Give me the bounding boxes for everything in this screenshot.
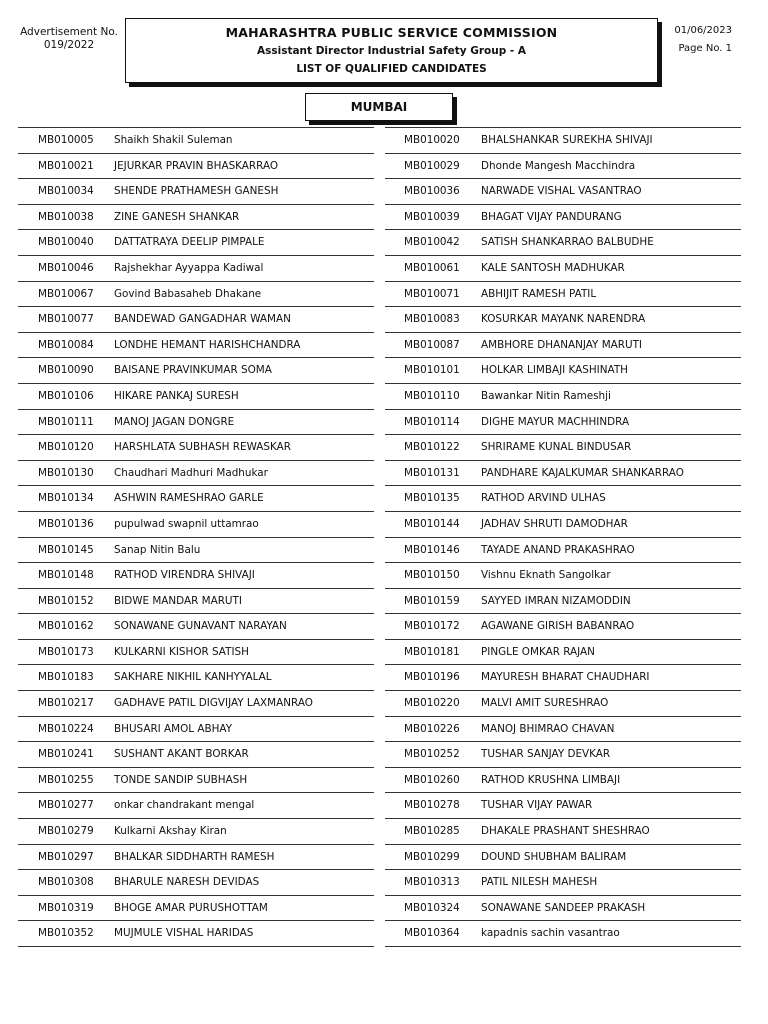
candidate-name: BIDWE MANDAR MARUTI: [114, 594, 242, 607]
roll-number: MB010087: [404, 338, 460, 351]
roll-number: MB010120: [38, 441, 94, 454]
candidate-row: [18, 896, 374, 922]
candidate-row: [385, 486, 741, 512]
roll-number: MB010260: [404, 773, 460, 786]
candidate-name: NARWADE VISHAL VASANTRAO: [481, 185, 642, 198]
candidate-row: [385, 640, 741, 666]
roll-number: MB010083: [404, 313, 460, 326]
candidate-row: [385, 742, 741, 768]
candidate-name: SHRIRAME KUNAL BINDUSAR: [481, 441, 632, 454]
candidate-name: SONAWANE SANDEEP PRAKASH: [481, 901, 646, 914]
header-box: [125, 18, 658, 83]
roll-number: MB010145: [38, 543, 94, 556]
roll-number: MB010299: [404, 850, 460, 863]
candidate-name: AMBHORE DHANANJAY MARUTI: [481, 338, 642, 351]
candidate-row: [385, 665, 741, 691]
candidate-name: BHUSARI AMOL ABHAY: [114, 722, 233, 735]
candidate-row: [385, 282, 741, 308]
roll-number: MB010181: [404, 645, 460, 658]
candidate-row: [18, 435, 374, 461]
candidate-row: [385, 128, 741, 154]
candidate-name: MAYURESH BHARAT CHAUDHARI: [481, 671, 650, 684]
candidate-row: [18, 384, 374, 410]
candidate-row: [385, 256, 741, 282]
candidate-name: BHAGAT VIJAY PANDURANG: [481, 210, 622, 223]
roll-number: MB010252: [404, 748, 460, 761]
candidate-row: [18, 691, 374, 717]
candidate-row: [18, 512, 374, 538]
candidate-name: HIKARE PANKAJ SURESH: [114, 389, 239, 402]
roll-number: MB010130: [38, 466, 94, 479]
city-label: MUMBAI: [305, 93, 453, 121]
candidate-name: RATHOD ARVIND ULHAS: [481, 492, 606, 505]
candidate-row: [385, 691, 741, 717]
candidate-name: pupulwad swapnil uttamrao: [114, 517, 259, 530]
candidate-row: [18, 717, 374, 743]
roll-number: MB010135: [404, 492, 460, 505]
candidate-name: DATTATRAYA DEELIP PIMPALE: [114, 236, 265, 249]
candidate-name: BHOGE AMAR PURUSHOTTAM: [114, 901, 268, 914]
roll-number: MB010319: [38, 901, 94, 914]
roll-number: MB010144: [404, 517, 460, 530]
candidate-row: [18, 410, 374, 436]
candidate-row: [18, 921, 374, 947]
roll-number: MB010071: [404, 287, 460, 300]
candidate-name: MUJMULE VISHAL HARIDAS: [114, 927, 254, 940]
candidate-row: [18, 333, 374, 359]
candidate-name: JEJURKAR PRAVIN BHASKARRAO: [114, 159, 279, 172]
roll-number: MB010173: [38, 645, 94, 658]
candidate-name: Rajshekhar Ayyappa Kadiwal: [114, 261, 264, 274]
candidate-row: [18, 538, 374, 564]
candidate-row: [385, 179, 741, 205]
roll-number: MB010148: [38, 569, 94, 582]
candidate-name: LONDHE HEMANT HARISHCHANDRA: [114, 338, 301, 351]
candidate-row: [18, 870, 374, 896]
roll-number: MB010090: [38, 364, 94, 377]
roll-number: MB010021: [38, 159, 94, 172]
candidate-row: [18, 358, 374, 384]
candidate-row: [385, 819, 741, 845]
roll-number: MB010061: [404, 261, 460, 274]
advertisement-number: [14, 26, 124, 52]
candidate-row: [18, 819, 374, 845]
roll-number: MB010034: [38, 185, 94, 198]
candidate-row: [385, 512, 741, 538]
candidate-row: [385, 307, 741, 333]
candidate-name: kapadnis sachin vasantrao: [481, 927, 620, 940]
roll-number: MB010278: [404, 799, 460, 812]
candidate-row: [18, 665, 374, 691]
roll-number: MB010110: [404, 389, 460, 402]
left-candidate-column: [18, 127, 374, 947]
candidate-row: [385, 921, 741, 947]
roll-number: MB010134: [38, 492, 94, 505]
candidate-name: ZINE GANESH SHANKAR: [114, 210, 240, 223]
candidate-row: [18, 256, 374, 282]
roll-number: MB010039: [404, 210, 460, 223]
roll-number: MB010226: [404, 722, 460, 735]
candidate-name: JADHAV SHRUTI DAMODHAR: [481, 517, 628, 530]
roll-number: MB010029: [404, 159, 460, 172]
candidate-row: [385, 154, 741, 180]
candidate-name: MALVI AMIT SURESHRAO: [481, 697, 609, 710]
candidate-name: HARSHLATA SUBHASH REWASKAR: [114, 441, 291, 454]
roll-number: MB010146: [404, 543, 460, 556]
candidate-row: [18, 589, 374, 615]
commission-title: MAHARASHTRA PUBLIC SERVICE COMMISSION: [225, 25, 558, 40]
candidate-name: RATHOD VIRENDRA SHIVAJI: [114, 569, 255, 582]
candidate-row: [385, 435, 741, 461]
roll-number: MB010313: [404, 876, 460, 889]
candidate-row: [385, 538, 741, 564]
candidate-name: HOLKAR LIMBAJI KASHINATH: [481, 364, 628, 377]
candidate-row: [385, 589, 741, 615]
roll-number: MB010220: [404, 697, 460, 710]
candidate-row: [18, 128, 374, 154]
roll-number: MB010005: [38, 134, 94, 146]
candidate-row: [18, 154, 374, 180]
roll-number: MB010279: [38, 825, 94, 838]
roll-number: MB010162: [38, 620, 94, 633]
list-title: LIST OF QUALIFIED CANDIDATES: [296, 63, 487, 75]
candidate-name: Dhonde Mangesh Macchindra: [481, 159, 636, 172]
candidate-name: TONDE SANDIP SUBHASH: [114, 773, 248, 786]
roll-number: MB010111: [38, 415, 94, 428]
roll-number: MB010150: [404, 569, 460, 582]
candidate-name: PATIL NILESH MAHESH: [481, 876, 598, 889]
advertisement-value: 019/2022: [43, 39, 95, 51]
roll-number: MB010038: [38, 210, 94, 223]
candidate-row: [385, 717, 741, 743]
roll-number: MB010324: [404, 901, 460, 914]
roll-number: MB010255: [38, 773, 94, 786]
roll-number: MB010042: [404, 236, 460, 249]
candidate-row: [385, 870, 741, 896]
candidate-row: [385, 461, 741, 487]
roll-number: MB010159: [404, 594, 460, 607]
candidate-name: Chaudhari Madhuri Madhukar: [114, 466, 268, 479]
candidate-row: [385, 333, 741, 359]
candidate-row: [18, 230, 374, 256]
candidate-row: [18, 282, 374, 308]
roll-number: MB010122: [404, 441, 460, 454]
roll-number: MB010131: [404, 466, 460, 479]
candidate-name: Govind Babasaheb Dhakane: [114, 287, 262, 300]
roll-number: MB010277: [38, 799, 94, 812]
candidate-name: KOSURKAR MAYANK NARENDRA: [481, 313, 646, 326]
candidate-name: BANDEWAD GANGADHAR WAMAN: [114, 313, 291, 326]
candidate-row: [18, 179, 374, 205]
page-number: Page No. 1: [678, 43, 732, 54]
candidate-name: ASHWIN RAMESHRAO GARLE: [114, 492, 264, 505]
candidate-name: SUSHANT AKANT BORKAR: [114, 748, 249, 761]
roll-number: MB010084: [38, 338, 94, 351]
candidate-row: [385, 410, 741, 436]
candidate-name: DHAKALE PRASHANT SHESHRAO: [481, 825, 650, 838]
right-candidate-column: [385, 127, 741, 947]
roll-number: MB010101: [404, 364, 460, 377]
roll-number: MB010172: [404, 620, 460, 633]
roll-number: MB010196: [404, 671, 460, 684]
candidate-row: [18, 461, 374, 487]
candidate-name: TAYADE ANAND PRAKASHRAO: [481, 543, 635, 556]
candidate-row: [385, 896, 741, 922]
roll-number: MB010114: [404, 415, 460, 428]
roll-number: MB010067: [38, 287, 94, 300]
candidate-name: Shaikh Shakil Suleman: [114, 134, 233, 146]
candidate-name: SAKHARE NIKHIL KANHYYALAL: [114, 671, 272, 684]
roll-number: MB010297: [38, 850, 94, 863]
candidate-row: [18, 640, 374, 666]
candidate-name: SAYYED IMRAN NIZAMODDIN: [481, 594, 631, 607]
candidate-name: KULKARNI KISHOR SATISH: [114, 645, 249, 658]
candidate-name: Vishnu Eknath Sangolkar: [481, 569, 611, 582]
candidate-row: [18, 307, 374, 333]
roll-number: MB010364: [404, 927, 460, 940]
candidate-name: SHENDE PRATHAMESH GANESH: [114, 185, 279, 198]
candidate-name: BAISANE PRAVINKUMAR SOMA: [114, 364, 272, 377]
candidate-name: MANOJ BHIMRAO CHAVAN: [481, 722, 615, 735]
roll-number: MB010106: [38, 389, 94, 402]
roll-number: MB010285: [404, 825, 460, 838]
candidate-name: SONAWANE GUNAVANT NARAYAN: [114, 620, 287, 633]
roll-number: MB010077: [38, 313, 94, 326]
candidate-name: MANOJ JAGAN DONGRE: [114, 415, 235, 428]
candidate-name: BHARULE NARESH DEVIDAS: [114, 876, 260, 889]
candidate-name: Kulkarni Akshay Kiran: [114, 825, 227, 838]
candidate-name: DIGHE MAYUR MACHHINDRA: [481, 415, 630, 428]
candidate-name: GADHAVE PATIL DIGVIJAY LAXMANRAO: [114, 697, 313, 710]
candidate-row: [385, 768, 741, 794]
candidate-row: [18, 793, 374, 819]
candidate-name: SATISH SHANKARRAO BALBUDHE: [481, 236, 654, 249]
candidate-row: [385, 205, 741, 231]
roll-number: MB010136: [38, 517, 94, 530]
candidate-name: PANDHARE KAJALKUMAR SHANKARRAO: [481, 466, 684, 479]
candidate-row: [385, 793, 741, 819]
candidate-name: KALE SANTOSH MADHUKAR: [481, 261, 625, 274]
candidate-row: [18, 563, 374, 589]
roll-number: MB010020: [404, 134, 460, 146]
candidate-name: AGAWANE GIRISH BABANRAO: [481, 620, 635, 633]
roll-number: MB010241: [38, 748, 94, 761]
candidate-name: onkar chandrakant mengal: [114, 799, 255, 812]
candidate-row: [385, 614, 741, 640]
candidate-name: Sanap Nitin Balu: [114, 543, 201, 556]
candidate-name: Bawankar Nitin Rameshji: [481, 389, 611, 402]
candidate-row: [385, 358, 741, 384]
candidate-row: [385, 384, 741, 410]
advertisement-label: Advertisement No.: [20, 26, 118, 38]
candidate-name: DOUND SHUBHAM BALIRAM: [481, 850, 627, 863]
candidate-name: BHALSHANKAR SUREKHA SHIVAJI: [481, 134, 653, 146]
candidate-name: ABHIJIT RAMESH PATIL: [481, 287, 597, 300]
roll-number: MB010040: [38, 236, 94, 249]
candidate-row: [385, 563, 741, 589]
document-date: 01/06/2023: [674, 25, 732, 36]
roll-number: MB010217: [38, 697, 94, 710]
roll-number: MB010046: [38, 261, 94, 274]
candidate-name: TUSHAR VIJAY PAWAR: [481, 799, 593, 812]
post-title: Assistant Director Industrial Safety Group - A: [256, 45, 527, 57]
candidate-row: [18, 768, 374, 794]
roll-number: MB010036: [404, 185, 460, 198]
candidate-row: [18, 845, 374, 871]
roll-number: MB010308: [38, 876, 94, 889]
candidate-name: PINGLE OMKAR RAJAN: [481, 645, 595, 658]
roll-number: MB010352: [38, 927, 94, 940]
candidate-row: [18, 614, 374, 640]
candidate-row: [385, 230, 741, 256]
candidate-name: RATHOD KRUSHNA LIMBAJI: [481, 773, 621, 786]
candidate-row: [18, 742, 374, 768]
candidate-name: BHALKAR SIDDHARTH RAMESH: [114, 850, 275, 863]
candidate-row: [385, 845, 741, 871]
candidate-name: TUSHAR SANJAY DEVKAR: [481, 748, 611, 761]
candidate-row: [18, 205, 374, 231]
roll-number: MB010152: [38, 594, 94, 607]
roll-number: MB010224: [38, 722, 94, 735]
roll-number: MB010183: [38, 671, 94, 684]
candidate-row: [18, 486, 374, 512]
